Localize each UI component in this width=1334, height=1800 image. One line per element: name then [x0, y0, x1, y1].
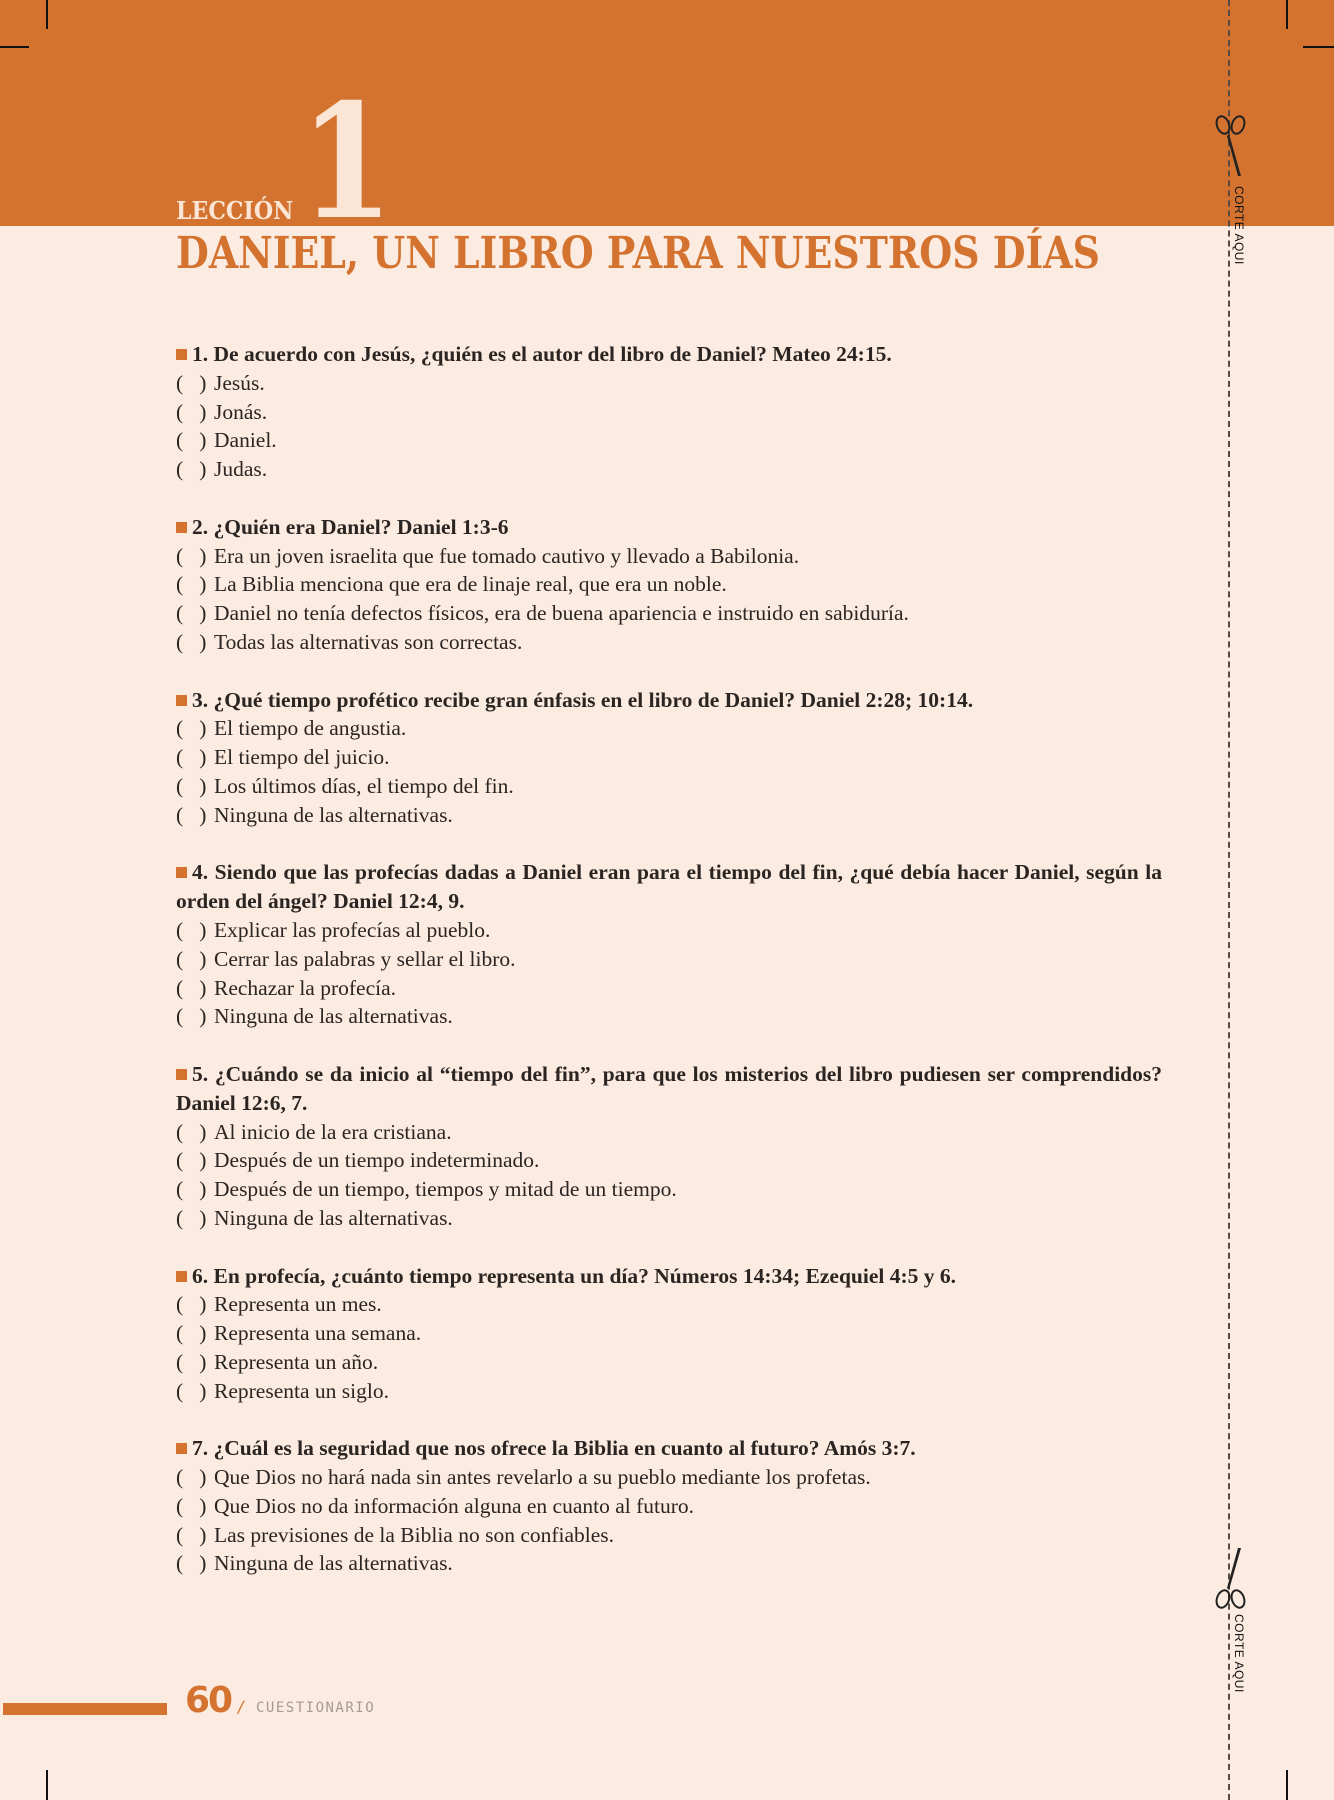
answer-checkbox[interactable]: ( ) — [176, 1465, 207, 1490]
section-name: CUESTIONARIO — [256, 1700, 376, 1716]
answer-option[interactable] — [176, 1549, 1162, 1578]
answer-label: Las previsiones de la Biblia no son confiables. — [214, 1522, 615, 1547]
answer-label: Al inicio de la era cristiana. — [214, 1119, 452, 1144]
answer-option[interactable] — [176, 1290, 1162, 1319]
answer-label: Jesús. — [214, 370, 265, 395]
answer-label: Representa un siglo. — [214, 1378, 389, 1403]
question-label: 1. De acuerdo con Jesús, ¿quién es el autor del libro de Daniel? Mateo 24:15. — [192, 342, 892, 366]
answer-checkbox[interactable]: ( ) — [176, 601, 207, 626]
answer-label: Judas. — [214, 457, 268, 482]
answer-option[interactable] — [176, 1175, 1162, 1204]
answer-checkbox[interactable]: ( ) — [176, 370, 207, 395]
crop-mark — [1303, 46, 1334, 48]
question-block — [176, 340, 1162, 484]
answer-label: Representa un año. — [214, 1349, 379, 1374]
answer-label: Era un joven israelita que fue tomado cautivo y llevado a Babilonia. — [214, 543, 800, 568]
answer-checkbox[interactable]: ( ) — [176, 1522, 207, 1547]
question-text — [176, 858, 1162, 916]
answer-option[interactable] — [176, 599, 1162, 628]
answer-label: Cerrar las palabras y sellar el libro. — [214, 946, 516, 971]
answer-checkbox[interactable]: ( ) — [176, 802, 207, 827]
answer-option[interactable] — [176, 542, 1162, 571]
answer-label: Ninguna de las alternativas. — [214, 1551, 453, 1576]
bullet-square-icon — [176, 1443, 187, 1454]
lesson-number: 1 — [300, 84, 394, 226]
answer-label: Representa una semana. — [214, 1321, 422, 1346]
question-label: 6. En profecía, ¿cuánto tiempo representa un día? Números 14:34; Ezequiel 4:5 y 6. — [192, 1263, 957, 1288]
answer-option[interactable] — [176, 945, 1162, 974]
answer-label: Ninguna de las alternativas. — [214, 1205, 453, 1230]
answer-option[interactable] — [176, 1377, 1162, 1406]
answer-checkbox[interactable]: ( ) — [176, 946, 207, 971]
answer-label: El tiempo del juicio. — [214, 745, 390, 770]
cut-line — [1228, 0, 1230, 1800]
answer-label: Rechazar la profecía. — [214, 975, 397, 1000]
crop-mark — [46, 0, 48, 29]
answer-checkbox[interactable]: ( ) — [176, 1119, 207, 1144]
question-text — [176, 686, 1162, 715]
answer-checkbox[interactable]: ( ) — [176, 1205, 207, 1230]
answer-label: Los últimos días, el tiempo del fin. — [214, 773, 514, 798]
answer-label: Todas las alternativas son correctas. — [214, 629, 523, 654]
lesson-label: LECCIÓN — [176, 196, 294, 225]
answer-option[interactable] — [176, 1146, 1162, 1175]
answer-option[interactable] — [176, 772, 1162, 801]
question-text — [176, 340, 1162, 369]
answer-checkbox[interactable]: ( ) — [176, 1349, 207, 1374]
answer-checkbox[interactable]: ( ) — [176, 745, 207, 770]
answer-checkbox[interactable]: ( ) — [176, 1551, 207, 1576]
answer-checkbox[interactable]: ( ) — [176, 1177, 207, 1202]
answer-checkbox[interactable]: ( ) — [176, 1292, 207, 1317]
question-block — [176, 858, 1162, 1031]
bullet-square-icon — [176, 695, 187, 706]
answer-option[interactable] — [176, 974, 1162, 1003]
answer-option[interactable] — [176, 1118, 1162, 1147]
answer-option[interactable] — [176, 398, 1162, 427]
answer-option[interactable] — [176, 369, 1162, 398]
answer-option[interactable] — [176, 1463, 1162, 1492]
question-text — [176, 1262, 1162, 1291]
answer-option[interactable] — [176, 1348, 1162, 1377]
question-label: 4. Siendo que las profecías dadas a Daniel eran para el tiempo del fin, ¿qué debía hacer Daniel, según la orden del ángel? Daniel 12:4, 9. — [176, 860, 1162, 914]
question-block — [176, 686, 1162, 830]
answer-option[interactable] — [176, 426, 1162, 455]
answer-label: El tiempo de angustia. — [214, 716, 407, 741]
answer-label: Después de un tiempo, tiempos y mitad de un tiempo. — [214, 1177, 677, 1202]
question-block — [176, 1434, 1162, 1578]
question-block — [176, 513, 1162, 657]
scissors-icon — [1214, 114, 1248, 178]
crop-mark — [1286, 0, 1288, 29]
bullet-square-icon — [176, 349, 187, 360]
answer-option[interactable] — [176, 1492, 1162, 1521]
answer-label: Jonás. — [214, 399, 268, 424]
answer-option[interactable] — [176, 801, 1162, 830]
answer-checkbox[interactable]: ( ) — [176, 1378, 207, 1403]
answer-checkbox[interactable]: ( ) — [176, 1148, 207, 1173]
answer-option[interactable] — [176, 1204, 1162, 1233]
answer-label: La Biblia menciona que era de linaje real, que era un noble. — [214, 572, 727, 597]
question-block — [176, 1060, 1162, 1233]
answer-option[interactable] — [176, 455, 1162, 484]
crop-mark — [0, 46, 29, 48]
answer-label: Ninguna de las alternativas. — [214, 1004, 453, 1029]
answer-option[interactable] — [176, 743, 1162, 772]
answer-option[interactable] — [176, 1521, 1162, 1550]
answer-checkbox[interactable]: ( ) — [176, 572, 207, 597]
answer-label: Explicar las profecías al pueblo. — [214, 917, 491, 942]
crop-mark — [46, 1770, 48, 1800]
question-label: 3. ¿Qué tiempo profético recibe gran énfasis en el libro de Daniel? Daniel 2:28; 10:14. — [192, 687, 974, 712]
question-text — [176, 1060, 1162, 1118]
questionnaire — [176, 340, 1162, 1607]
question-block — [176, 1262, 1162, 1406]
answer-label: Representa un mes. — [214, 1292, 382, 1317]
question-text — [176, 513, 1162, 542]
question-text — [176, 1434, 1162, 1463]
answer-checkbox[interactable]: ( ) — [176, 399, 207, 424]
answer-checkbox[interactable]: ( ) — [176, 1004, 207, 1029]
answer-label: Que Dios no da información alguna en cuanto al futuro. — [214, 1493, 695, 1518]
footer-separator: / — [238, 1697, 244, 1716]
question-label: 7. ¿Cuál es la seguridad que nos ofrece la Biblia en cuanto al futuro? Amós 3:7. — [192, 1436, 916, 1461]
footer-bar — [3, 1703, 167, 1715]
question-label: 5. ¿Cuándo se da inicio al “tiempo del fin”, para que los misterios del libro pudiesen ser comprendidos? Daniel 12:6, 7. — [176, 1061, 1162, 1115]
answer-option[interactable] — [176, 714, 1162, 743]
answer-checkbox[interactable]: ( ) — [176, 917, 207, 942]
cut-here-label: CORTE AQUI — [1232, 1614, 1246, 1693]
answer-option[interactable] — [176, 628, 1162, 657]
bullet-square-icon — [176, 867, 187, 878]
answer-option[interactable] — [176, 570, 1162, 599]
page-number: 60 — [185, 1680, 232, 1721]
answer-label: Daniel no tenía defectos físicos, era de buena apariencia e instruido en sabiduría. — [214, 601, 909, 626]
answer-checkbox[interactable]: ( ) — [176, 629, 207, 654]
answer-option[interactable] — [176, 916, 1162, 945]
answer-checkbox[interactable]: ( ) — [176, 1321, 207, 1346]
answer-label: Que Dios no hará nada sin antes revelarlo a su pueblo mediante los profetas. — [214, 1465, 871, 1490]
bullet-square-icon — [176, 522, 187, 533]
bullet-square-icon — [176, 1271, 187, 1282]
scissors-icon — [1214, 1546, 1248, 1610]
answer-label: Daniel. — [214, 428, 277, 453]
header-band — [0, 0, 1334, 226]
answer-checkbox[interactable]: ( ) — [176, 543, 207, 568]
answer-checkbox[interactable]: ( ) — [176, 457, 207, 482]
answer-option[interactable] — [176, 1319, 1162, 1348]
answer-checkbox[interactable]: ( ) — [176, 1493, 207, 1518]
answer-option[interactable] — [176, 1002, 1162, 1031]
bullet-square-icon — [176, 1069, 187, 1080]
answer-label: Ninguna de las alternativas. — [214, 802, 453, 827]
cut-here-label: CORTE AQUI — [1232, 186, 1246, 265]
answer-checkbox[interactable]: ( ) — [176, 428, 207, 453]
answer-checkbox[interactable]: ( ) — [176, 716, 207, 741]
page-title: DANIEL, UN LIBRO PARA NUESTROS DÍAS — [176, 228, 1100, 279]
answer-checkbox[interactable]: ( ) — [176, 773, 207, 798]
answer-checkbox[interactable]: ( ) — [176, 975, 207, 1000]
question-label: 2. ¿Quién era Daniel? Daniel 1:3-6 — [192, 514, 509, 539]
crop-mark — [1286, 1770, 1288, 1800]
answer-label: Después de un tiempo indeterminado. — [214, 1148, 540, 1173]
